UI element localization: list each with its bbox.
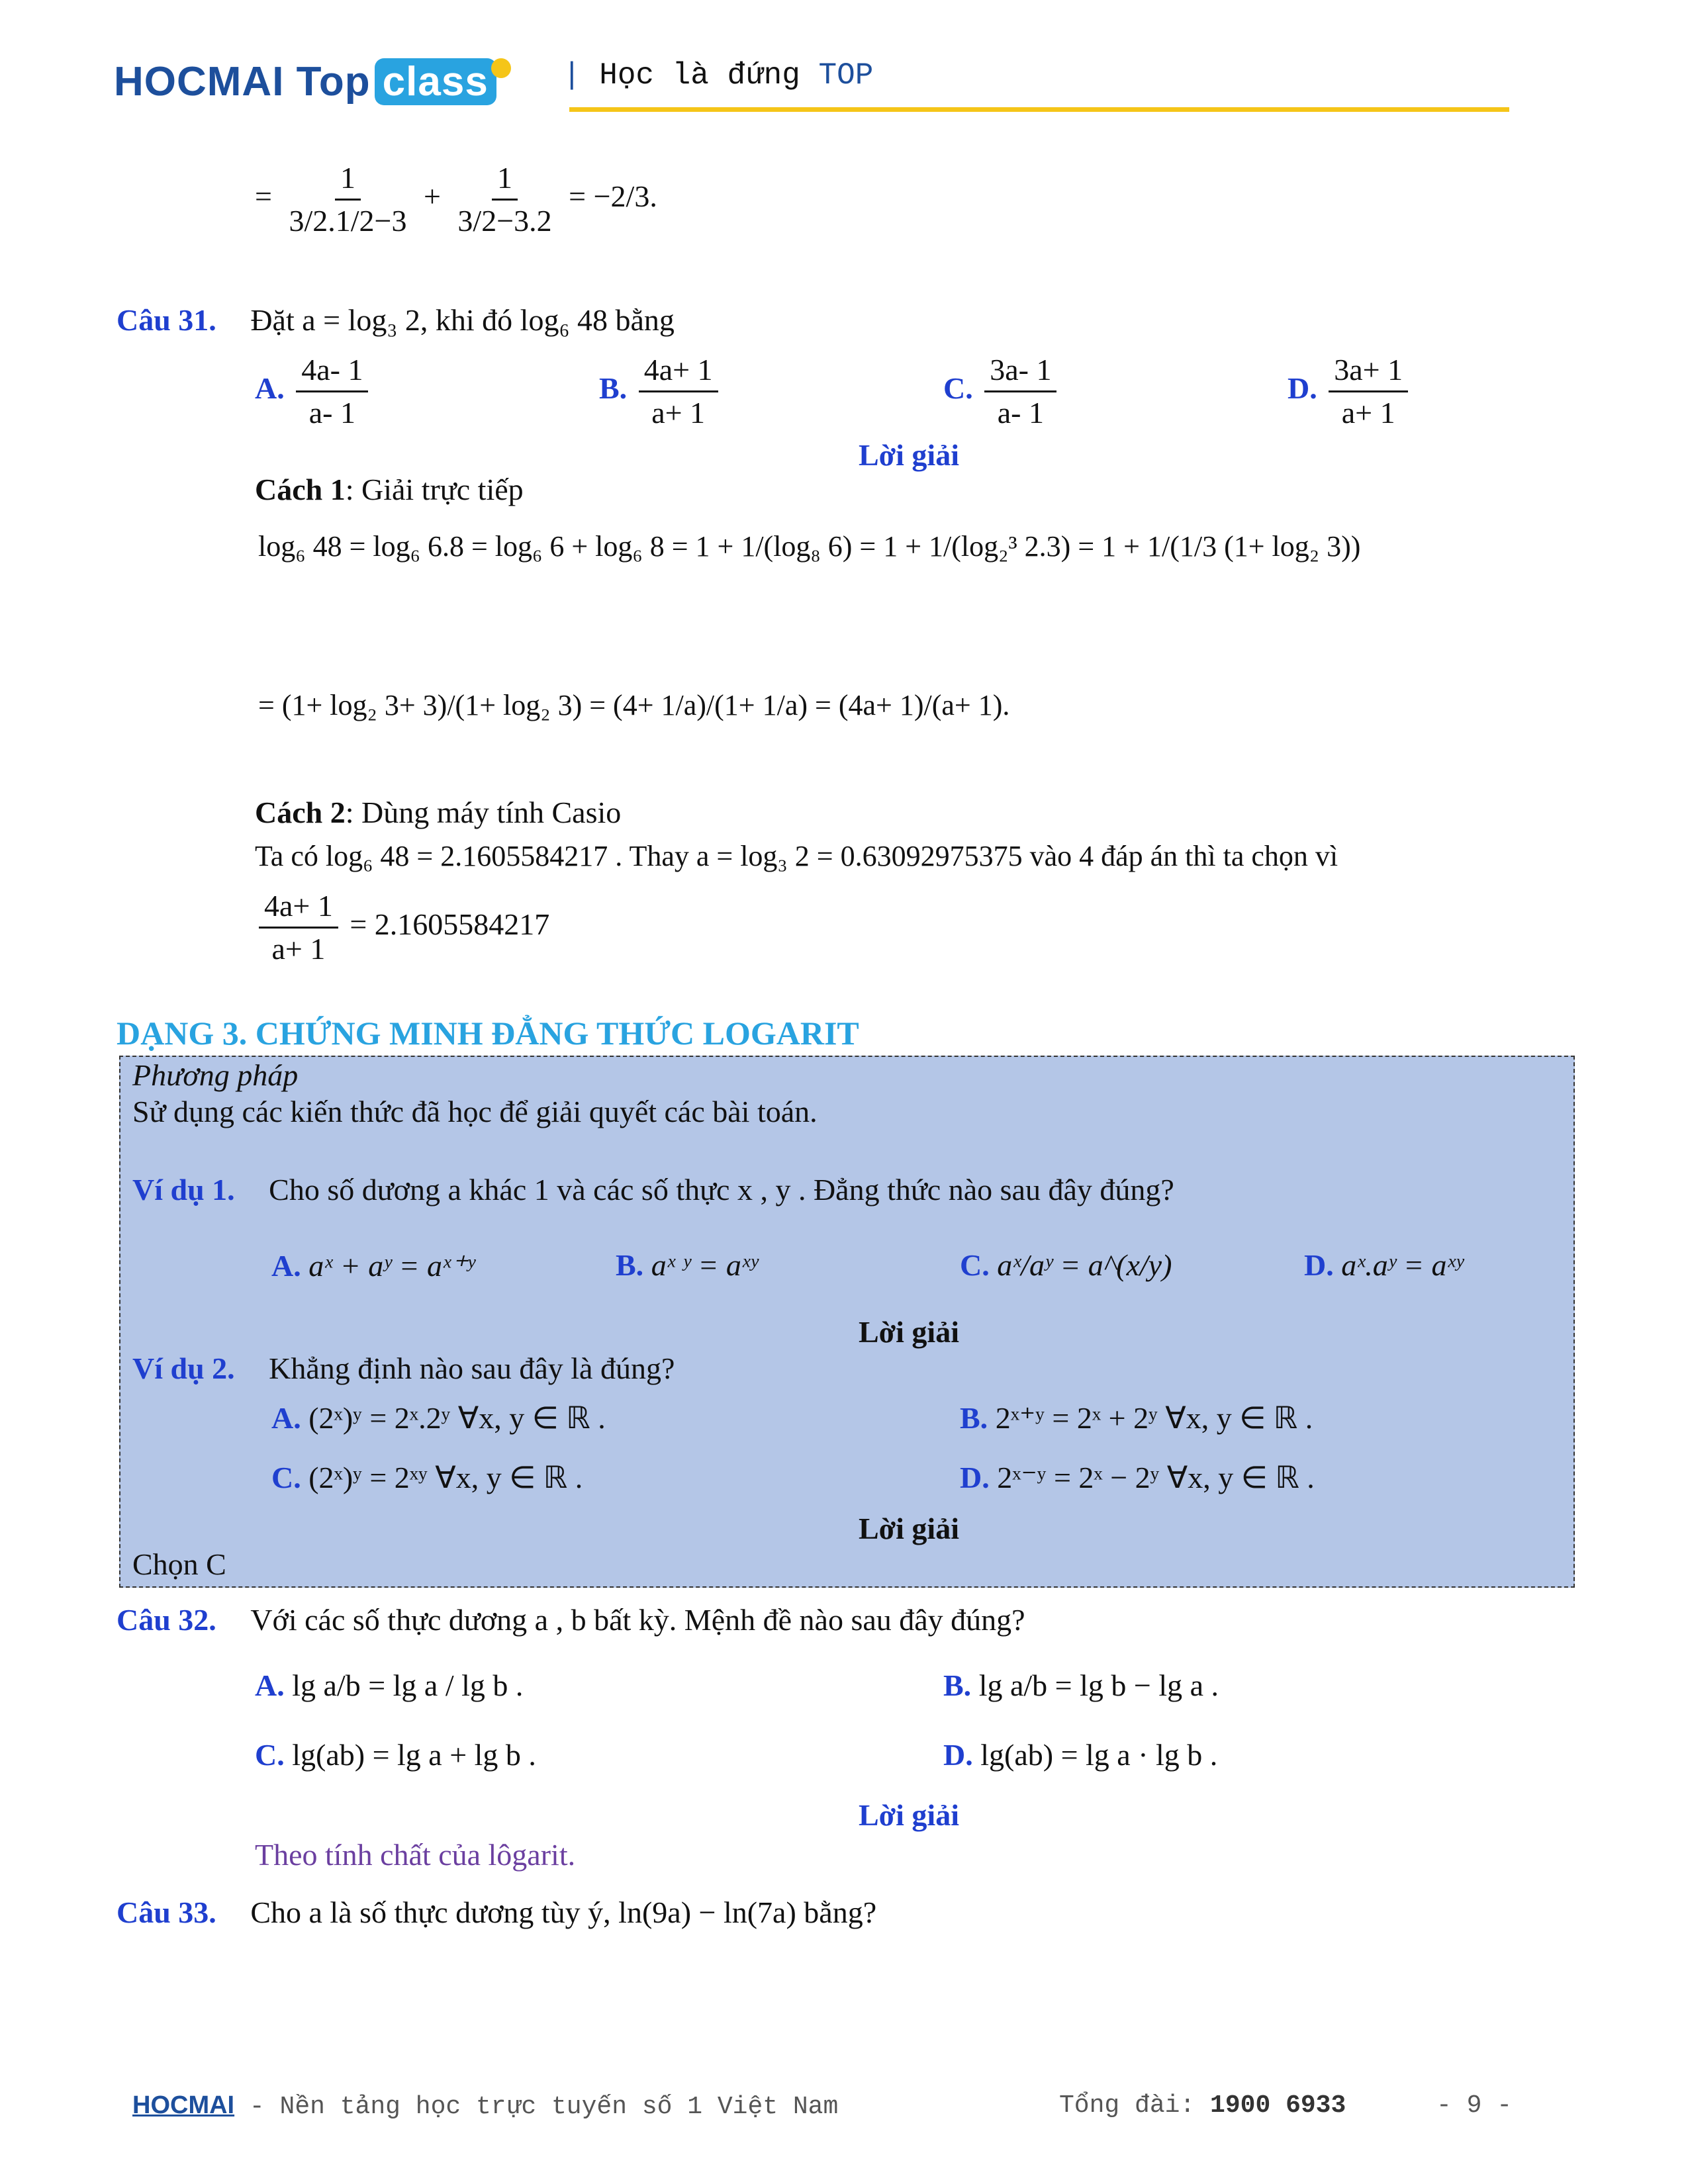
q32-solution-label: Lời giải bbox=[859, 1798, 959, 1832]
page-number: - 9 - bbox=[1436, 2091, 1513, 2120]
q31-option-c bbox=[943, 351, 1060, 432]
top-calculation bbox=[255, 159, 657, 240]
ex1-option-a-key: A. bbox=[271, 1249, 301, 1283]
ex1-option-b-expr: aˣ ʸ = aˣʸ bbox=[651, 1248, 758, 1282]
ex1-option-c bbox=[960, 1248, 1172, 1283]
footer-logo: HOCMAI bbox=[132, 2091, 235, 2119]
ex1-option-c-key: C. bbox=[960, 1248, 990, 1282]
hocmai-topclass-logo bbox=[114, 58, 511, 105]
top-frac1-num: 1 bbox=[335, 159, 361, 201]
ex1-option-b-key: B. bbox=[616, 1248, 644, 1282]
footer-tagline: - Nền tảng học trực tuyến số 1 Việt Nam bbox=[249, 2093, 839, 2121]
example1-label: Ví dụ 1. bbox=[132, 1173, 235, 1206]
ex2-option-a-expr: (2ˣ)ʸ = 2ˣ.2ʸ ∀x, y ∈ ℝ . bbox=[308, 1401, 606, 1435]
q31-casio-check bbox=[255, 887, 549, 968]
method-box bbox=[119, 1056, 1575, 1588]
q31-option-c-num: 3a- 1 bbox=[984, 351, 1056, 392]
q31-line1: log₆ 48 = log₆ 6.8 = log₆ 6 + log₆ 8 = 1 + 1/(log₈ 6) = 1 + 1/(log₂³ 2.3) = 1 + 1/(1/3 (1+ log₂ 3)) bbox=[258, 530, 1361, 563]
q31-option-b-den: a+ 1 bbox=[651, 396, 706, 430]
ex1-option-b bbox=[616, 1248, 758, 1283]
q32-label: Câu 32. bbox=[117, 1603, 216, 1637]
q32-option-b-key: B. bbox=[943, 1668, 972, 1702]
q31-option-a-key: A. bbox=[255, 371, 285, 406]
header-divider bbox=[569, 107, 1509, 112]
top-frac1-den: 3/2.1/2−3 bbox=[289, 204, 407, 238]
q32-option-d bbox=[943, 1737, 1217, 1772]
q32-option-b bbox=[943, 1668, 1219, 1703]
q31-option-c-den: a- 1 bbox=[997, 396, 1044, 430]
q32-option-d-expr: lg(ab) = lg a · lg b . bbox=[980, 1738, 1218, 1772]
example1 bbox=[132, 1171, 1174, 1208]
q31-text: Đặt a = log₃ 2, khi đó log₆ 48 bằng bbox=[250, 303, 675, 337]
q32-option-a-key: A. bbox=[255, 1668, 285, 1702]
q32-option-c-key: C. bbox=[255, 1738, 285, 1772]
ex1-option-c-expr: aˣ/aʸ = a^(x/y) bbox=[997, 1248, 1172, 1282]
logo-class-badge: class bbox=[375, 58, 496, 105]
q31-option-b-key: B. bbox=[599, 371, 628, 406]
sun-icon bbox=[491, 58, 511, 78]
example2 bbox=[132, 1350, 675, 1387]
q31-solution-label: Lời giải bbox=[859, 438, 959, 472]
q32-option-a-expr: lg a/b = lg a / lg b . bbox=[292, 1668, 524, 1702]
q31-cach1-label: Cách 1 bbox=[255, 473, 346, 506]
header-tagline bbox=[563, 58, 873, 93]
q33-label: Câu 33. bbox=[117, 1895, 216, 1929]
q31-casio-val: = 2.1605584217 bbox=[350, 907, 550, 942]
q31-option-a-den: a- 1 bbox=[308, 396, 355, 430]
q31-label: Câu 31. bbox=[117, 303, 216, 337]
ex1-option-d-expr: aˣ.aʸ = aˣʸ bbox=[1341, 1248, 1464, 1282]
q33-text: Cho a là số thực dương tùy ý, ln(9a) − ln(7a) bằng? bbox=[250, 1895, 877, 1929]
footer-left bbox=[132, 2091, 838, 2121]
tagline-text: Học là đứng bbox=[599, 58, 800, 93]
ex1-option-d-key: D. bbox=[1304, 1248, 1334, 1282]
method-label: Phương pháp bbox=[132, 1058, 299, 1092]
ex1-option-d bbox=[1304, 1248, 1463, 1283]
q32-option-a bbox=[255, 1668, 523, 1703]
ex2-option-a bbox=[271, 1400, 606, 1435]
q31-option-d bbox=[1288, 351, 1412, 432]
ex1-solution: Lời giải bbox=[859, 1315, 959, 1349]
example1-text: Cho số dương a khác 1 và các số thực x , y . Đẳng thức nào sau đây đúng? bbox=[269, 1173, 1174, 1206]
q31-cach2 bbox=[255, 794, 621, 831]
q31-casio-line: Ta có log₆ 48 = 2.1605584217 . Thay a = log₃ 2 = 0.63092975375 vào 4 đáp án thì ta chọn vì bbox=[255, 840, 1338, 872]
ex2-option-d-expr: 2ˣ⁻ʸ = 2ˣ − 2ʸ ∀x, y ∈ ℝ . bbox=[997, 1461, 1315, 1494]
q32-text: Với các số thực dương a , b bất kỳ. Mệnh đề nào sau đây đúng? bbox=[250, 1603, 1025, 1637]
ex2-option-b-key: B. bbox=[960, 1401, 988, 1435]
q32-question bbox=[117, 1602, 1025, 1639]
q31-option-b bbox=[599, 351, 722, 432]
top-result: = −2/3. bbox=[569, 179, 657, 214]
footer-hotline-label: Tổng đài: bbox=[1059, 2091, 1196, 2120]
ex2-option-d-key: D. bbox=[960, 1461, 990, 1494]
q32-option-c-expr: lg(ab) = lg a + lg b . bbox=[292, 1738, 536, 1772]
q31-cach1-text: : Giải trực tiếp bbox=[345, 473, 524, 506]
q31-line2: = (1+ log₂ 3+ 3)/(1+ log₂ 3) = (4+ 1/a)/(1+ 1/a) = (4a+ 1)/(a+ 1). bbox=[258, 689, 1010, 721]
ex2-option-b-expr: 2ˣ⁺ʸ = 2ˣ + 2ʸ ∀x, y ∈ ℝ . bbox=[995, 1401, 1313, 1435]
logo-top-text: Top bbox=[296, 59, 371, 105]
q31-cach2-text: : Dùng máy tính Casio bbox=[345, 796, 622, 829]
ex2-option-a-key: A. bbox=[271, 1401, 301, 1435]
top-frac2-den: 3/2−3.2 bbox=[457, 204, 552, 238]
q32-solution-text: Theo tính chất của lôgarit. bbox=[255, 1838, 576, 1872]
ex2-option-d bbox=[960, 1459, 1315, 1495]
q31-option-a bbox=[255, 351, 372, 432]
example2-label: Ví dụ 2. bbox=[132, 1351, 235, 1385]
q32-option-b-expr: lg a/b = lg b − lg a . bbox=[978, 1668, 1219, 1702]
ex2-option-c-expr: (2ˣ)ʸ = 2ˣʸ ∀x, y ∈ ℝ . bbox=[308, 1461, 583, 1494]
q31-option-c-key: C. bbox=[943, 371, 973, 406]
ex2-option-b bbox=[960, 1400, 1313, 1435]
q31-cach2-label: Cách 2 bbox=[255, 796, 346, 829]
logo-hocmai-text: HOCMAI bbox=[114, 59, 285, 105]
q31-casio-num: 4a+ 1 bbox=[259, 887, 338, 929]
top-frac2-num: 1 bbox=[492, 159, 518, 201]
ex2-option-c-key: C. bbox=[271, 1461, 301, 1494]
footer-hotline-number: 1900 6933 bbox=[1210, 2091, 1346, 2120]
q31-option-a-num: 4a- 1 bbox=[296, 351, 368, 392]
choose-answer: Chọn C bbox=[132, 1547, 226, 1581]
q31-option-d-key: D. bbox=[1288, 371, 1317, 406]
tagline-bar: | bbox=[563, 58, 581, 93]
q32-option-d-key: D. bbox=[943, 1738, 973, 1772]
footer-hotline bbox=[1059, 2091, 1346, 2120]
ex2-solution: Lời giải bbox=[859, 1512, 959, 1545]
q31-casio-den: a+ 1 bbox=[271, 932, 326, 966]
q31-option-b-num: 4a+ 1 bbox=[639, 351, 718, 392]
ex1-option-a bbox=[271, 1248, 475, 1283]
q31-question bbox=[117, 302, 675, 339]
example2-text: Khẳng định nào sau đây là đúng? bbox=[269, 1351, 675, 1385]
q31-option-d-num: 3a+ 1 bbox=[1329, 351, 1408, 392]
q32-option-c bbox=[255, 1737, 536, 1772]
ex1-option-a-expr: aˣ + aʸ = aˣ⁺ʸ bbox=[308, 1249, 475, 1283]
q31-option-d-den: a+ 1 bbox=[1341, 396, 1395, 430]
q33-question bbox=[117, 1894, 876, 1931]
section-title: DẠNG 3. CHỨNG MINH ĐẲNG THỨC LOGARIT bbox=[117, 1015, 859, 1052]
top-eq: = bbox=[255, 179, 272, 214]
ex2-option-c bbox=[271, 1459, 583, 1495]
tagline-top: TOP bbox=[818, 58, 874, 93]
top-plus: + bbox=[423, 179, 441, 214]
q31-cach1 bbox=[255, 471, 524, 508]
method-text: Sử dụng các kiến thức đã học để giải quyết các bài toán. bbox=[132, 1095, 818, 1128]
